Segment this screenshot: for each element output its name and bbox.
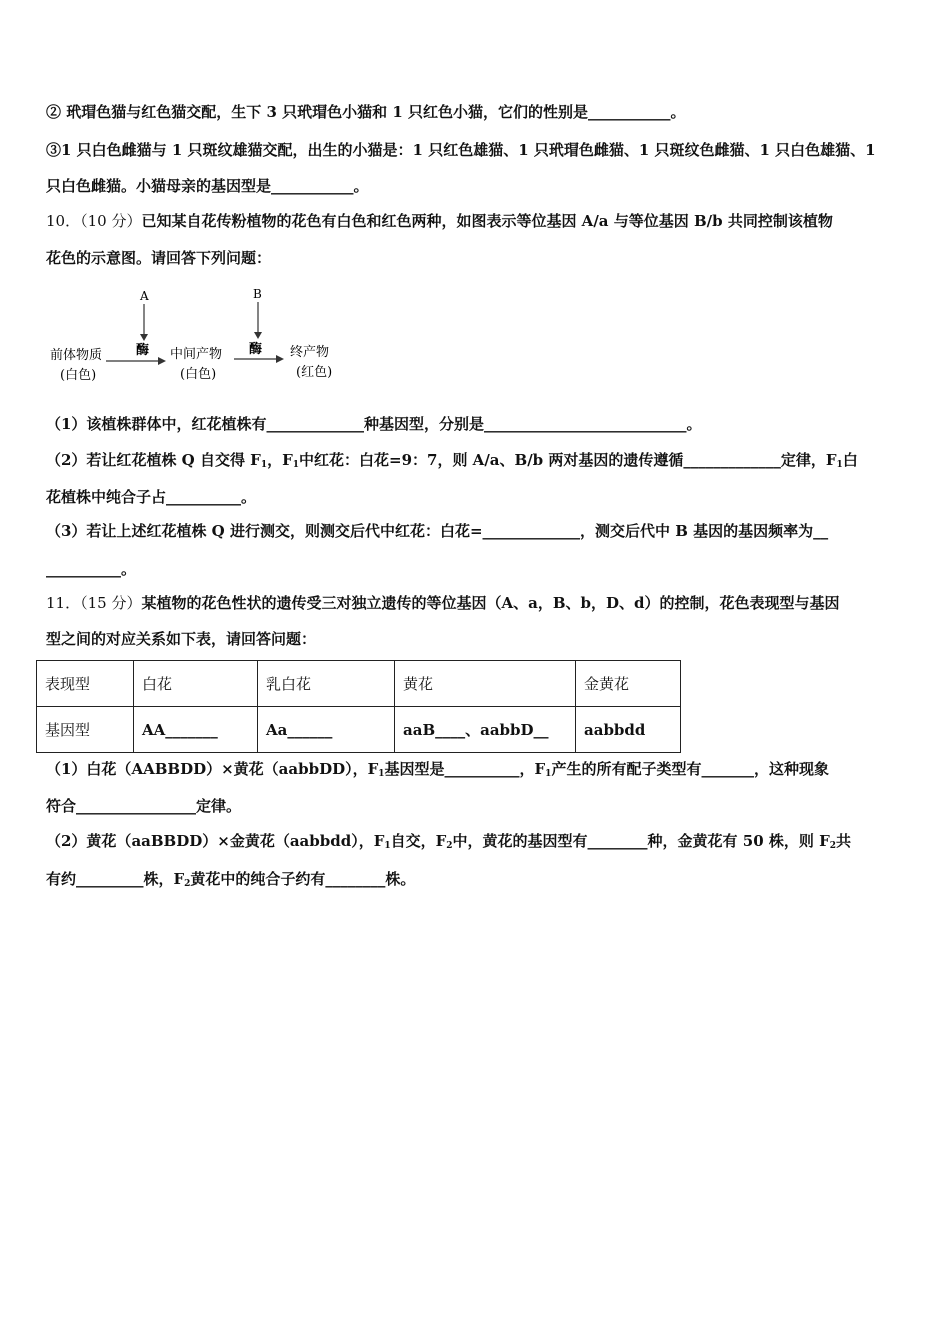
subscript: 1 xyxy=(545,769,552,779)
intermediate-label: 中间产物 xyxy=(170,347,223,362)
q11-part2-c: 中，黄花的基因型有________种，金黄花有 50 株，则 F xyxy=(452,832,830,850)
q10-number: 10．（10 分） xyxy=(46,212,142,230)
q11-part2-e: 有约_________株，F xyxy=(46,870,185,888)
q11-part2-b: 自交，F xyxy=(390,832,447,850)
table-cell: aabbdd xyxy=(576,707,681,753)
q10-stem xyxy=(46,211,833,231)
table-cell: 金黄花 xyxy=(576,661,681,707)
table-cell: aaB____、aabbD__ xyxy=(395,707,576,753)
q10-text: 已知某自花传粉植物的花色有白色和红色两种，如图表示等位基因 A/a 与等位基因 B/b 共同控制该植物 xyxy=(141,212,833,230)
intermediate-color: (白色) xyxy=(180,367,217,382)
subscript: 1 xyxy=(260,460,268,470)
q10-part2-c: 中红花：白花=9：7，则 A/a、B/b 两对基因的遗传遵循_____________定律，F xyxy=(299,451,837,469)
enzyme2-label: 酶 xyxy=(249,342,263,357)
enzyme1-label: 酶 xyxy=(136,343,150,358)
q11-part1-a: （1）白花（AABBDD）×黄花（aabbDD），F xyxy=(46,760,379,778)
q11-stem-line2: 型之间的对应关系如下表，请回答问题： xyxy=(46,630,317,648)
q10-part2-line1 xyxy=(46,450,858,475)
table-row xyxy=(37,707,681,753)
q11-number: 11．（15 分） xyxy=(46,594,142,612)
final-label: 终产物 xyxy=(290,345,330,360)
q9-part3-line2: 只白色雌猫。小猫母亲的基因型是___________。 xyxy=(46,177,369,195)
table-cell: AA_______ xyxy=(134,707,258,753)
q10-part2-d: 白 xyxy=(842,451,858,469)
arrow-step1-head xyxy=(158,357,166,365)
q11-part2-a: （2）黄花（aaBBDD）×金黄花（aabbdd），F xyxy=(46,832,385,850)
arrow-step2-head xyxy=(276,355,284,363)
q11-text: 某植物的花色性状的遗传受三对独立遗传的等位基因（A、a，B、b，D、d）的控制，花色表现型与基因 xyxy=(141,594,840,612)
gene-a-arrowhead xyxy=(140,334,148,341)
q10-part3-line2: __________。 xyxy=(46,560,137,578)
subscript: 2 xyxy=(446,841,453,851)
q11-part2-f: 黄花中的纯合子约有________株。 xyxy=(190,870,416,888)
q10-part2-line2: 花植株中纯合子占__________。 xyxy=(46,488,257,506)
gene-b-label: B xyxy=(253,287,262,301)
q11-part1-line1 xyxy=(46,759,829,784)
table-cell: 白花 xyxy=(134,661,258,707)
table-cell: 乳白花 xyxy=(258,661,395,707)
precursor-label: 前体物质 xyxy=(50,348,103,363)
subscript: 1 xyxy=(292,460,300,470)
subscript: 1 xyxy=(378,769,385,779)
q11-part1-c: 产生的所有配子类型有_______，这种现象 xyxy=(551,760,829,778)
q11-part2-d: 共 xyxy=(836,832,852,850)
table-cell: 黄花 xyxy=(395,661,576,707)
q9-part2: ② 玳瑁色猫与红色猫交配，生下 3 只玳瑁色小猫和 1 只红色小猫，它们的性别是___________。 xyxy=(46,103,686,121)
q10-part1: （1）该植株群体中，红花植株有_____________种基因型，分别是___________________________。 xyxy=(46,415,702,433)
gene-pathway-diagram xyxy=(48,286,358,386)
subscript: 1 xyxy=(384,841,391,851)
q11-part1-b: 基因型是__________，F xyxy=(384,760,546,778)
gene-a-label: A xyxy=(140,289,149,303)
q9-part3-line1: ③1 只白色雌猫与 1 只斑纹雄猫交配，出生的小猫是：1 只红色雄猫、1 只玳瑁色雌猫、1 只斑纹色雌猫、1 只白色雄猫、1 xyxy=(46,141,876,159)
table-row xyxy=(37,661,681,707)
table-cell: 表现型 xyxy=(37,661,134,707)
q10-stem-line2: 花色的示意图。请回答下列问题： xyxy=(46,249,272,267)
subscript: 1 xyxy=(836,460,843,470)
q11-stem xyxy=(46,593,839,613)
q10-part2-a: （2）若让红花植株 Q 自交得 F xyxy=(46,451,261,469)
table-cell: Aa______ xyxy=(258,707,395,753)
table-cell: 基因型 xyxy=(37,707,134,753)
final-color: (红色) xyxy=(296,365,333,380)
gene-b-arrowhead xyxy=(254,332,262,339)
phenotype-genotype-table xyxy=(36,660,681,753)
subscript: 2 xyxy=(184,879,191,889)
q10-part2-b: ，F xyxy=(267,451,293,469)
q11-part2-line1 xyxy=(46,831,851,856)
precursor-color: (白色) xyxy=(60,368,97,383)
q11-part1-line2: 符合________________定律。 xyxy=(46,797,242,815)
q10-part3-line1: （3）若让上述红花植株 Q 进行测交，则测交后代中红花：白花=_____________，测交后代中 B 基因的基因频率为__ xyxy=(46,522,829,540)
q11-part2-line2 xyxy=(46,869,415,894)
subscript: 2 xyxy=(829,841,837,851)
